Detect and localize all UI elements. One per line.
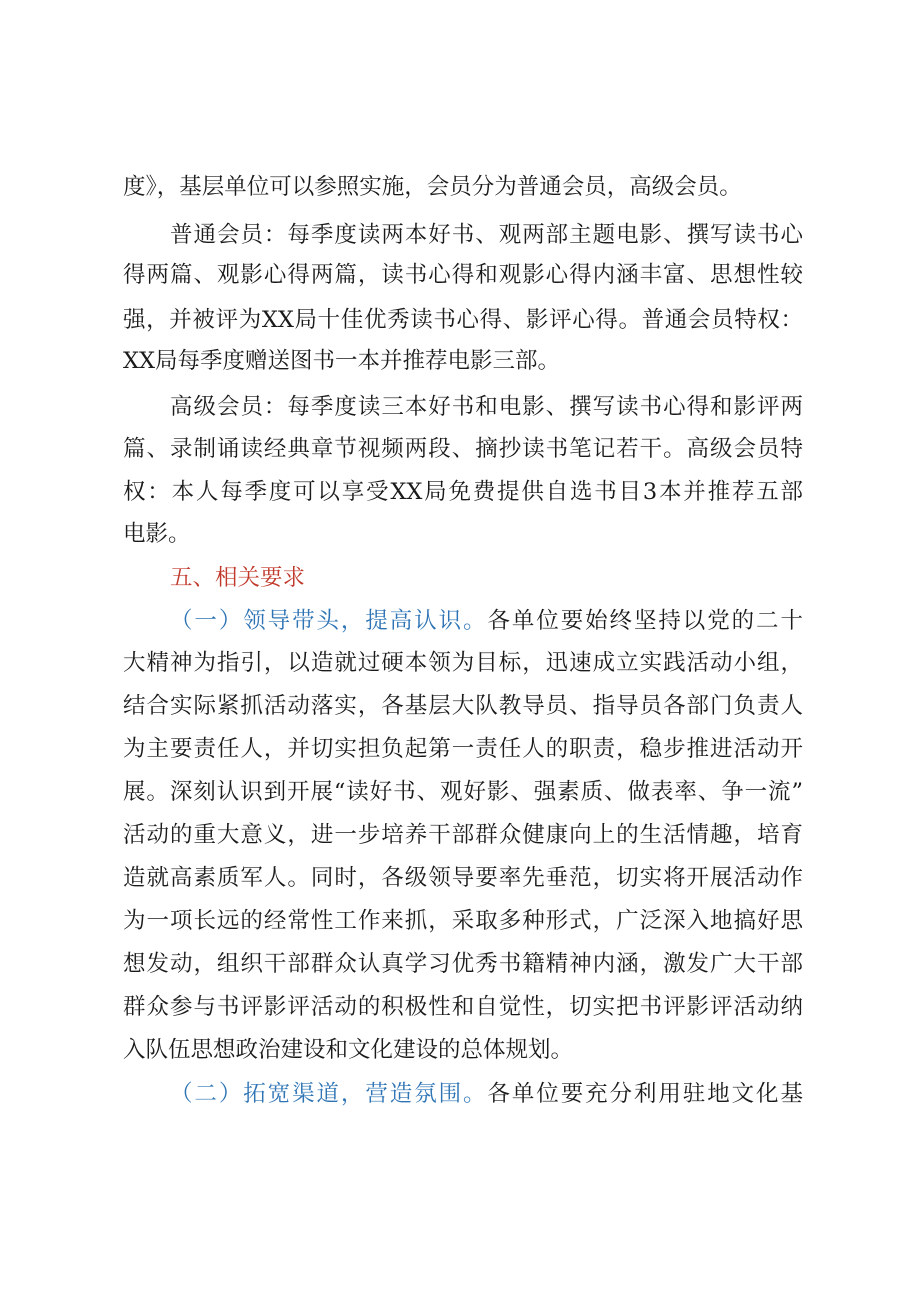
paragraph-line: 为主要责任人，并切实担负起第一责任人的职责，稳步推进活动开 bbox=[123, 736, 803, 762]
paragraph-line: 篇、录制诵读经典章节视频两段、摘抄读书笔记若干。高级会员特 bbox=[123, 436, 803, 462]
paragraph-line: （二）拓宽渠道，营造氛围。各单位要充分利用驻地文化基 bbox=[170, 1081, 803, 1107]
paragraph-line: 大精神为指引，以造就过硬本领为目标，迅速成立实践活动小组， bbox=[123, 650, 803, 676]
paragraph-line: （一）领导带头，提高认识。各单位要始终坚持以党的二十 bbox=[170, 608, 803, 634]
paragraph-line: 活动的重大意义，进一步培养干部群众健康向上的生活情趣，培育 bbox=[123, 822, 803, 848]
paragraph-line: 度》，基层单位可以参照实施，会员分为普通会员，高级会员。 bbox=[123, 174, 742, 200]
section-heading: 五、相关要求 bbox=[170, 565, 306, 591]
paragraph-line: 权：本人每季度可以享受XX局免费提供自选书目3本并推荐五部 bbox=[123, 479, 803, 505]
paragraph-line: 得两篇、观影心得两篇，读书心得和观影心得内涵丰富、思想性较 bbox=[123, 262, 803, 288]
subheading: （二）拓宽渠道，营造氛围。 bbox=[170, 1081, 488, 1107]
paragraph-line: 群众参与书评影评活动的积极性和自觉性，切实把书评影评活动纳 bbox=[123, 994, 803, 1020]
paragraph-line: 想发动，组织干部群众认真学习优秀书籍精神内涵，激发广大干部 bbox=[123, 951, 803, 977]
subheading: （一）领导带头，提高认识。 bbox=[170, 608, 488, 634]
paragraph-line: 普通会员：每季度读两本好书、观两部主题电影、撰写读书心 bbox=[170, 222, 803, 248]
paragraph-line: 电影。 bbox=[123, 521, 191, 547]
paragraph-line: XX局每季度赠送图书一本并推荐电影三部。 bbox=[123, 348, 561, 374]
paragraph-line: 造就高素质军人。同时，各级领导要率先垂范，切实将开展活动作 bbox=[123, 865, 803, 891]
paragraph-line: 入队伍思想政治建设和文化建设的总体规划。 bbox=[123, 1037, 574, 1063]
paragraph-line: 结合实际紧抓活动落实，各基层大队教导员、指导员各部门负责人 bbox=[123, 693, 803, 719]
paragraph-line: 为一项长远的经常性工作来抓，采取多种形式，广泛深入地搞好思 bbox=[123, 908, 803, 934]
paragraph-line: 强，并被评为XX局十佳优秀读书心得、影评心得。普通会员特权： bbox=[123, 307, 803, 333]
paragraph-line: 展。深刻认识到开展“读好书、观好影、强素质、做表率、争一流” bbox=[123, 779, 803, 805]
paragraph-line: 高级会员：每季度读三本好书和电影、撰写读书心得和影评两 bbox=[170, 394, 803, 420]
